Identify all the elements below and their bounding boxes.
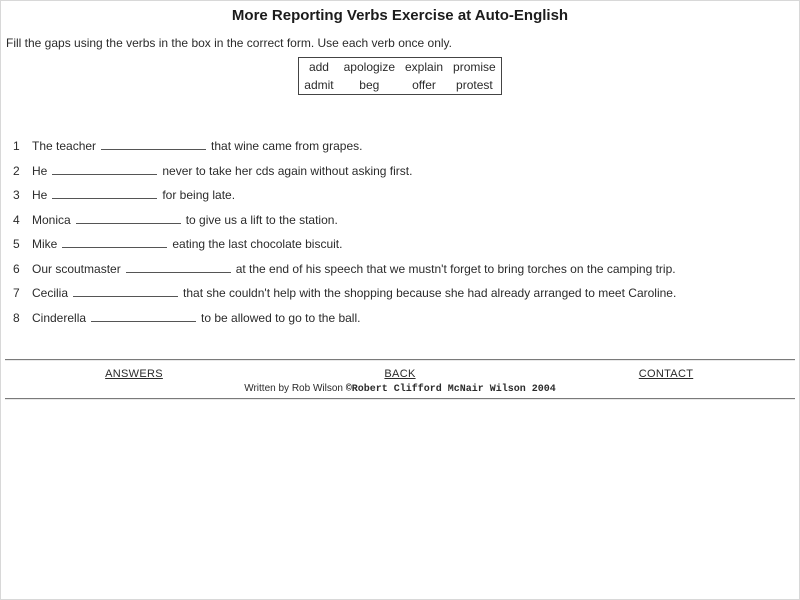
footer-divider-bottom — [5, 398, 795, 400]
sentence-pre-text: The teacher — [32, 139, 97, 153]
footer-links — [1, 364, 799, 382]
sentence-pre-text: Cinderella — [32, 310, 87, 325]
sentence-number: 6 — [13, 261, 20, 276]
footer-link-cell — [1, 364, 267, 382]
sentence-number: 7 — [13, 286, 20, 300]
sentence-pre-text: He — [32, 163, 48, 178]
sentence-post-text: that she couldn't help with the shopping because she had already arranged to meet Caroline. — [183, 286, 677, 300]
verb-box-container — [1, 57, 799, 95]
answer-blank — [91, 311, 196, 322]
answer-blank — [52, 164, 157, 175]
sentence-post-text: to be allowed to go to the ball. — [201, 310, 361, 325]
sentence-number: 8 — [13, 310, 20, 325]
verb-item: offer — [412, 78, 436, 92]
verb-item: add — [308, 60, 329, 74]
sentence-list — [13, 139, 791, 335]
footer-link-answers[interactable]: ANSWERS — [105, 368, 163, 380]
footer-link-cell — [267, 364, 533, 382]
verb-item: protest — [456, 78, 493, 92]
sentence-number: 1 — [13, 139, 20, 153]
sentence-post-text: never to take her cds again without asking first. — [162, 163, 413, 178]
credit-prefix: Written by Rob Wilson — [244, 383, 346, 394]
verb-item: beg — [359, 78, 380, 92]
sentence-row — [13, 139, 791, 153]
verb-box-table — [299, 58, 501, 95]
sentence-pre-text: Cecilia — [32, 286, 69, 300]
verb-item: apologize — [343, 60, 395, 74]
sentence-row — [13, 286, 791, 300]
footer-divider-top — [5, 359, 795, 361]
credit-line — [1, 383, 799, 395]
sentence-post-text: at the end of his speech that we mustn't forget to bring torches on the camping trip. — [235, 261, 676, 276]
sentence-row — [13, 262, 791, 276]
page-title: More Reporting Verbs Exercise at Auto-English — [231, 7, 569, 24]
sentence-pre-text: Our scoutmaster — [32, 261, 121, 276]
sentence-post-text: eating the last chocolate biscuit. — [172, 237, 343, 251]
sentence-row — [13, 311, 791, 325]
sentence-row — [13, 213, 791, 227]
sentence-post-text: for being late. — [162, 188, 236, 202]
footer-link-contact[interactable]: CONTACT — [638, 368, 694, 380]
sentence-pre-text: He — [32, 188, 48, 202]
footer — [1, 359, 799, 400]
sentence-pre-text: Mike — [32, 237, 58, 251]
sentence-row — [13, 237, 791, 251]
footer-link-back[interactable]: BACK — [384, 368, 416, 380]
sentence-number: 3 — [13, 188, 20, 202]
answer-blank — [62, 237, 167, 248]
sentence-number: 4 — [13, 212, 20, 227]
answer-blank — [52, 188, 157, 199]
verb-box — [298, 57, 501, 95]
sentence-row — [13, 188, 791, 202]
verb-item: admit — [304, 78, 334, 92]
sentence-number: 2 — [13, 163, 20, 178]
sentence-pre-text: Monica — [32, 212, 71, 227]
sentence-row — [13, 164, 791, 178]
credit-copyright: ©Robert Clifford McNair Wilson 2004 — [345, 384, 556, 395]
answer-blank — [76, 213, 181, 224]
verb-item: explain — [405, 60, 444, 74]
sentence-number: 5 — [13, 237, 20, 251]
answer-blank — [73, 286, 178, 297]
verb-item: promise — [453, 60, 496, 74]
sentence-post-text: that wine came from grapes. — [211, 139, 363, 153]
instruction-text: Fill the gaps using the verbs in the box in the correct form. Use each verb once only. — [6, 36, 453, 50]
sentence-post-text: to give us a lift to the station. — [185, 212, 338, 227]
answer-blank — [126, 262, 231, 273]
answer-blank — [101, 139, 206, 150]
footer-link-cell — [533, 364, 799, 382]
